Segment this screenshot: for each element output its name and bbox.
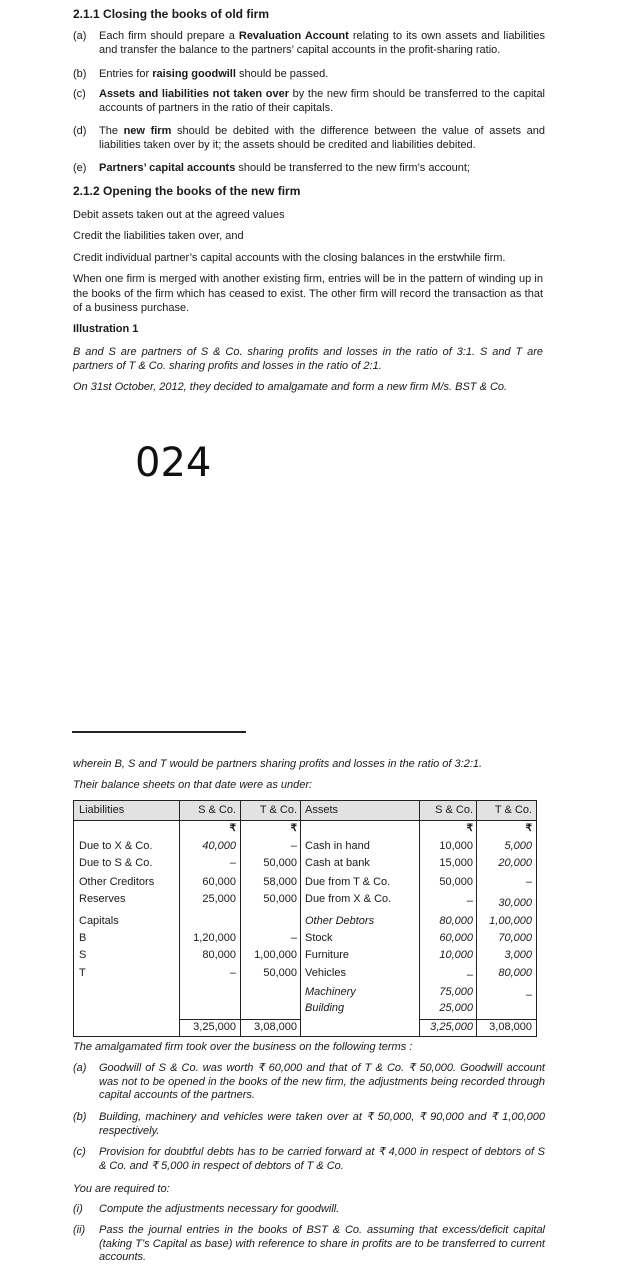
asset-name: Stock bbox=[305, 932, 333, 944]
liability-s-value: – bbox=[229, 967, 236, 979]
column-divider bbox=[179, 801, 180, 1036]
rupee-symbol: ₹ bbox=[290, 823, 297, 834]
asset-s-value: 10,000 bbox=[439, 949, 473, 961]
rupee-symbol: ₹ bbox=[229, 823, 236, 834]
text-line: Debit assets taken out at the agreed values bbox=[73, 209, 285, 221]
item-label: (ii) bbox=[73, 1224, 86, 1236]
item-text: Goodwill of S & Co. was worth ₹ 60,000 and that of T & Co. ₹ 50,000. Goodwill account was not to be opened in the books of the new firm, the adjustments being recorded through capital accounts of the partners. bbox=[99, 1062, 545, 1101]
asset-t-value: 70,000 bbox=[498, 932, 532, 944]
asset-s-value: 50,000 bbox=[439, 876, 473, 888]
item-label: (b) bbox=[73, 1111, 87, 1123]
rupee-symbol: ₹ bbox=[525, 823, 532, 834]
item-label: (c) bbox=[73, 1146, 86, 1158]
terms-intro: The amalgamated firm took over the business on the following terms : bbox=[73, 1041, 413, 1053]
paragraph: Their balance sheets on that date were as under: bbox=[73, 779, 313, 791]
item-label: (a) bbox=[73, 30, 87, 42]
handwritten-code: 024 bbox=[135, 440, 212, 486]
liability-name: S bbox=[79, 949, 87, 961]
liability-name: T bbox=[79, 967, 86, 979]
column-divider bbox=[419, 801, 420, 1036]
liability-s-value: – bbox=[229, 857, 236, 869]
liability-name: Due to S & Co. bbox=[79, 857, 153, 869]
liability-t-value: 50,000 bbox=[263, 893, 297, 905]
liability-t-value: 58,000 bbox=[263, 876, 297, 888]
asset-t-value: – bbox=[525, 989, 532, 1001]
total-assets-s: 3,25,000 bbox=[430, 1021, 473, 1033]
asset-t-value: 5,000 bbox=[504, 840, 532, 852]
header-assets: Assets bbox=[305, 804, 339, 816]
divider bbox=[72, 731, 246, 733]
item-label: (i) bbox=[73, 1203, 83, 1215]
asset-t-value: 30,000 bbox=[498, 897, 532, 909]
text-line: Credit the liabilities taken over, and bbox=[73, 230, 244, 242]
asset-s-value: 25,000 bbox=[439, 1002, 473, 1014]
item-text: Compute the adjustments necessary for goodwill. bbox=[99, 1203, 340, 1215]
list-item bbox=[73, 1146, 545, 1173]
text-line: Credit individual partner’s capital accounts with the closing balances in the erstwhile firm. bbox=[73, 252, 506, 264]
asset-s-value: – bbox=[466, 895, 473, 907]
item-label: (e) bbox=[73, 162, 87, 174]
column-divider bbox=[300, 801, 301, 1036]
liability-name: Due to X & Co. bbox=[79, 840, 153, 852]
asset-t-value: 80,000 bbox=[498, 967, 532, 979]
liability-s-value: 1,20,000 bbox=[193, 932, 236, 944]
asset-name: Furniture bbox=[305, 949, 350, 961]
paragraph: B and S are partners of S & Co. sharing profits and losses in the ratio of 3:1. S and T are partners of T & Co. sharing profits and losses in the ratio of 2:1. bbox=[73, 346, 543, 372]
asset-s-value: 15,000 bbox=[439, 857, 473, 869]
paragraph: When one firm is merged with another existing firm, entries will be in the pattern of winding up in the books of the firm which has ceased to exist. The other firm will record the transaction as that of a business purchase. bbox=[73, 273, 543, 314]
liability-name: Reserves bbox=[79, 893, 126, 905]
header-s-co-assets: S & Co. bbox=[435, 804, 473, 816]
list-item bbox=[73, 1203, 545, 1217]
liability-s-value: 25,000 bbox=[202, 893, 236, 905]
item-text: Pass the journal entries in the books of BST & Co. assuming that excess/deficit capital (taking T’s Capital as base) with reference to share in profits are to be transferred to current accounts. bbox=[99, 1224, 545, 1263]
item-label: (c) bbox=[73, 88, 86, 100]
list-item bbox=[73, 1062, 545, 1103]
liability-t-value: 50,000 bbox=[263, 857, 297, 869]
asset-name: Cash at bank bbox=[305, 857, 370, 869]
asset-t-value: 3,000 bbox=[504, 949, 532, 961]
liability-s-value: 80,000 bbox=[202, 949, 236, 961]
asset-s-value: – bbox=[466, 969, 473, 981]
column-divider bbox=[240, 801, 241, 1036]
list-item: (b) Entries for raising goodwill should be passed. bbox=[73, 68, 329, 80]
asset-name: Building bbox=[305, 1002, 345, 1014]
illustration-heading: Illustration 1 bbox=[73, 323, 139, 335]
list-item bbox=[73, 1111, 545, 1138]
rupee-symbol: ₹ bbox=[466, 823, 473, 834]
asset-name: Vehicles bbox=[305, 967, 346, 979]
list-item: (a) Each firm should prepare a Revaluation Account relating to its own assets and liabilities and transfer the balance to the partners’ capital accounts in the profit-sharing ratio. bbox=[73, 30, 545, 56]
list-item: (c) Assets and liabilities not taken over by the new firm should be transferred to the capital accounts of partners in the ratio of their capitals. bbox=[73, 88, 546, 114]
liability-name: Capitals bbox=[79, 915, 119, 927]
column-divider bbox=[476, 801, 477, 1036]
liability-t-value: 50,000 bbox=[263, 967, 297, 979]
asset-t-value: 1,00,000 bbox=[489, 915, 532, 927]
item-label: (a) bbox=[73, 1062, 87, 1074]
header-t-co: T & Co. bbox=[259, 804, 297, 816]
section-212-heading: 2.1.2 Opening the books of the new firm bbox=[73, 184, 301, 198]
asset-name: Due from X & Co. bbox=[305, 893, 392, 905]
list-item: (d) The new firm should be debited with the difference between the value of assets and liabilities taken over by it; the assets should be credited and liabilities debited. bbox=[73, 125, 545, 151]
liability-name: Other Creditors bbox=[79, 876, 155, 888]
liability-t-value: – bbox=[290, 840, 297, 852]
total-liabilities-t: 3,08,000 bbox=[254, 1021, 297, 1033]
paragraph: On 31st October, 2012, they decided to amalgamate and form a new firm M/s. BST & Co. bbox=[73, 381, 508, 393]
item-text: Provision for doubtful debts has to be carried forward at ₹ 4,000 in respect of debtors of S & Co. and ₹ 5,000 in respect of debtors of T & Co. bbox=[99, 1146, 545, 1172]
asset-name: Machinery bbox=[305, 986, 356, 998]
header-divider bbox=[74, 820, 536, 821]
liability-t-value: – bbox=[290, 932, 297, 944]
asset-s-value: 60,000 bbox=[439, 932, 473, 944]
required-heading: You are required to: bbox=[73, 1183, 170, 1195]
total-liabilities-s: 3,25,000 bbox=[193, 1021, 236, 1033]
liability-name: B bbox=[79, 932, 87, 944]
item-text: Building, machinery and vehicles were taken over at ₹ 50,000, ₹ 90,000 and ₹ 1,00,000 respectively. bbox=[99, 1111, 545, 1137]
header-t-co-assets: T & Co. bbox=[494, 804, 532, 816]
section-211-heading: 2.1.1 Closing the books of old firm bbox=[73, 7, 270, 21]
asset-name: Other Debtors bbox=[305, 915, 375, 927]
asset-t-value: 20,000 bbox=[498, 857, 532, 869]
asset-s-value: 75,000 bbox=[439, 986, 473, 998]
total-line-right bbox=[419, 1019, 536, 1020]
paragraph: wherein B, S and T would be partners sharing profits and losses in the ratio of 3:2:1. bbox=[73, 758, 483, 770]
asset-name: Cash in hand bbox=[305, 840, 370, 852]
total-assets-t: 3,08,000 bbox=[489, 1021, 532, 1033]
asset-s-value: 80,000 bbox=[439, 915, 473, 927]
liability-s-value: 40,000 bbox=[202, 840, 236, 852]
header-liabilities: Liabilities bbox=[79, 804, 125, 816]
asset-t-value: – bbox=[525, 876, 532, 888]
list-item bbox=[73, 1224, 545, 1265]
item-label: (d) bbox=[73, 125, 87, 137]
liability-t-value: 1,00,000 bbox=[254, 949, 297, 961]
header-s-co: S & Co. bbox=[198, 804, 236, 816]
asset-s-value: 10,000 bbox=[439, 840, 473, 852]
list-item: (e) Partners’ capital accounts should be transferred to the new firm’s account; bbox=[73, 162, 470, 174]
balance-sheet-table bbox=[73, 800, 537, 1037]
item-label: (b) bbox=[73, 68, 87, 80]
liability-s-value: 60,000 bbox=[202, 876, 236, 888]
asset-name: Due from T & Co. bbox=[305, 876, 391, 888]
